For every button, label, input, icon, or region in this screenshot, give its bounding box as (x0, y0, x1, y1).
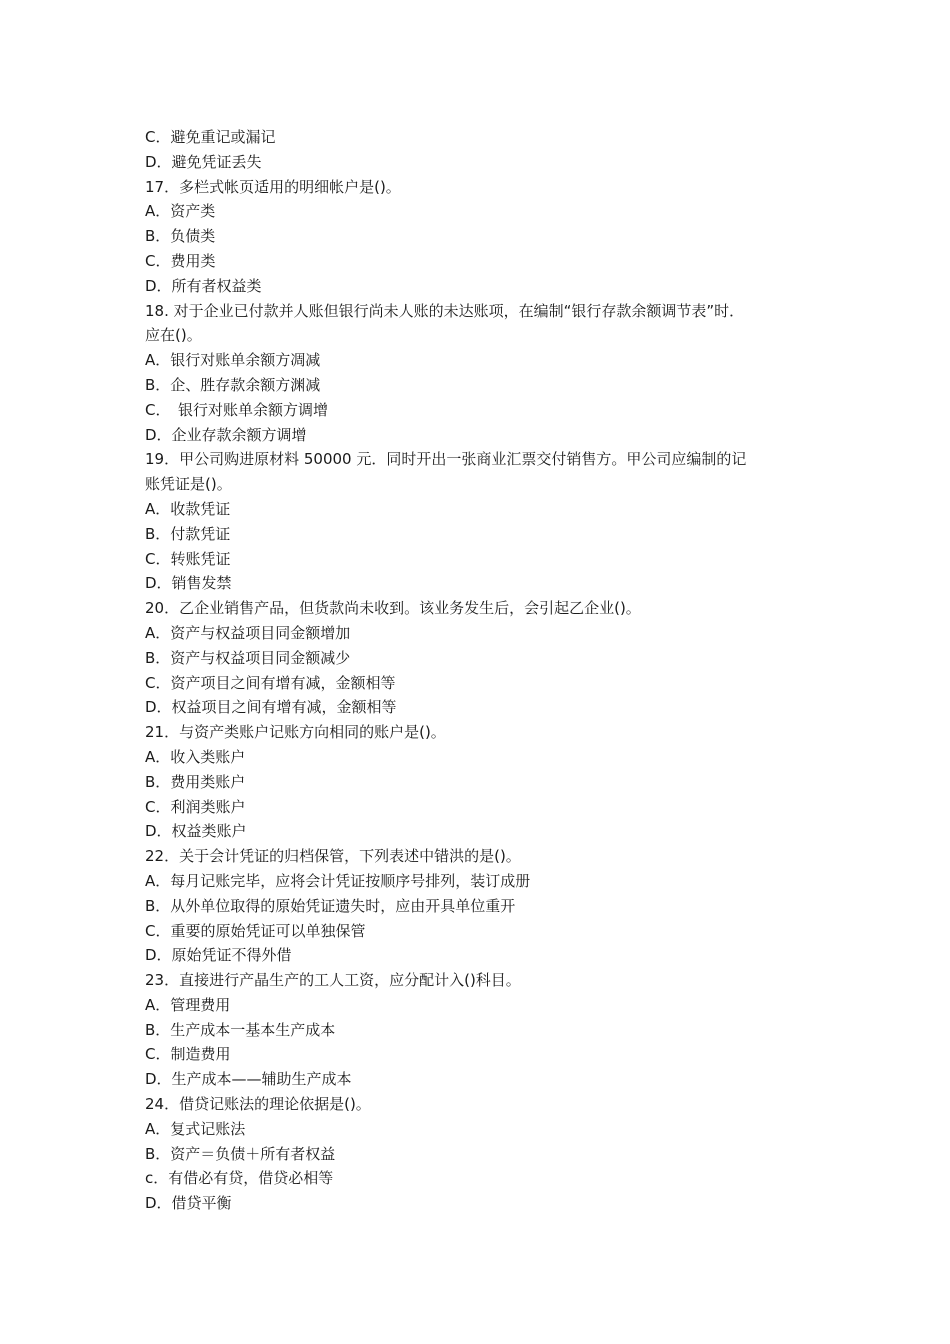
option-line: D．生产成本——辅助生产成本 (145, 1070, 352, 1089)
option-line: A．每月记账完毕，应将会计凭证按顺序号排列，装订成册 (145, 871, 531, 890)
option-line: B．付款凭证 (145, 524, 231, 543)
option-line: C． 银行对账单余额方调增 (145, 400, 328, 419)
option-line: B．资产与权益项目同金额减少 (145, 648, 351, 667)
option-line: B．费用类账户 (145, 772, 246, 791)
option-line: A．复式记账法 (145, 1119, 246, 1138)
question-20: 20．乙企业销售产品，但货款尚未收到。该业务发生后，会引起乙企业()。 (145, 599, 641, 618)
option-line: B．负债类 (145, 227, 216, 246)
option-line: A．资产与权益项目同金额增加 (145, 623, 351, 642)
option-line: A．资产类 (145, 202, 216, 221)
question-19: 19．甲公司购进原材料 50000 元．同时开出一张商业汇票交付销售方。甲公司应编制的记 (145, 450, 747, 469)
option-line: D．权益类账户 (145, 822, 247, 841)
option-line: C．重要的原始凭证可以单独保管 (145, 921, 366, 940)
text-line: D．避免凭证丢失 (145, 152, 262, 171)
option-line: B．资产＝负债＋所有者权益 (145, 1144, 336, 1163)
option-line: D．借贷平衡 (145, 1194, 232, 1213)
option-line: C．费用类 (145, 251, 216, 270)
option-line: C．转账凭证 (145, 549, 231, 568)
question-23: 23．直接进行产晶生产的工人工资，应分配计入()科目。 (145, 971, 521, 990)
text-line: C．避免重记或漏记 (145, 128, 276, 146)
question-22: 22．关于会计凭证的归档保管，下列表述中错洪的是()。 (145, 847, 521, 866)
option-line: C．利润类账户 (145, 797, 246, 816)
option-line: A．收款凭证 (145, 499, 231, 518)
option-line: A．银行对账单余额方凋减 (145, 351, 321, 370)
option-line: D．原始凭证不得外借 (145, 946, 292, 965)
option-line: C．制造费用 (145, 1045, 231, 1064)
question-18-continued: 应在()。 (145, 326, 202, 345)
option-line: B．从外单位取得的原始凭证遗失时，应由开具单位重开 (145, 896, 516, 915)
option-line: B．企、胜存款余额方渊减 (145, 375, 321, 394)
option-line: A．管理费用 (145, 995, 231, 1014)
question-17: 17．多栏式帐页适用的明细帐户是()。 (145, 177, 401, 196)
option-line: D．权益项目之间有增有减，金额相等 (145, 698, 397, 717)
option-line: A．收入类账户 (145, 747, 246, 766)
option-line: c．有借必有贷，借贷必相等 (145, 1169, 334, 1188)
question-19-continued: 账凭证是()。 (145, 475, 232, 494)
question-24: 24．借贷记账法的理论依据是()。 (145, 1095, 371, 1114)
question-18: 18. 对于企业已付款并人账但银行尚未人账的未达账项，在编制“银行存款余额调节表”时． (145, 301, 745, 320)
option-line: D．企业存款余额方调增 (145, 425, 307, 444)
question-21: 21．与资产类账户记账方向相同的账户是()。 (145, 723, 446, 742)
question-text-block (145, 125, 825, 1216)
option-line: B．生产成本一基本生产成本 (145, 1020, 336, 1039)
option-line: D．销售发禁 (145, 574, 232, 593)
option-line: C．资产项目之间有增有减，金额相等 (145, 673, 396, 692)
option-line: D．所有者权益类 (145, 276, 262, 295)
